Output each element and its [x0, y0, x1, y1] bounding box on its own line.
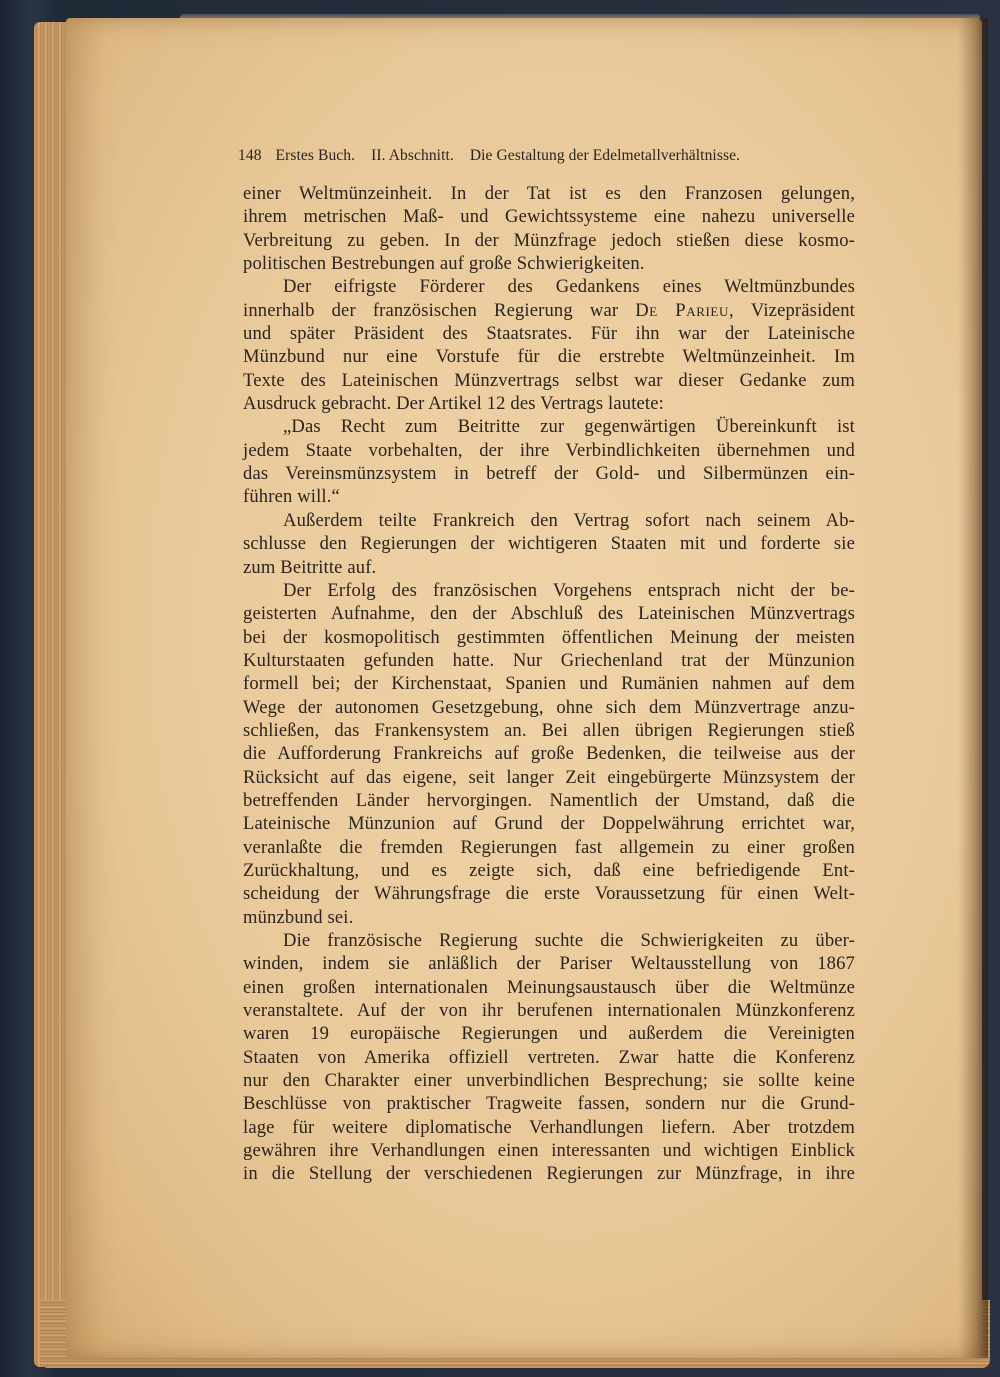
text-line: Staaten von Amerika offiziell vertreten. Zwar hatte die Konferenz [243, 1046, 855, 1068]
text-line: geisterten Aufnahme, den der Abschluß des Lateinischen Münzvertrags [243, 603, 855, 625]
text-line: Beschlüsse von praktischer Tragweite fassen, sondern nur die Grund- [243, 1093, 855, 1115]
text-line: scheidung der Währungsfrage die erste Voraussetzung für einen Welt- [243, 883, 855, 905]
body-text [243, 182, 855, 1186]
text-line: jedem Staate vorbehalten, der ihre Verbindlichkeiten übernehmen und [243, 439, 855, 461]
text-line: gewähren ihre Verhandlungen einen interessanten und wichtigen Einblick [243, 1140, 855, 1162]
page-number: 148 [238, 147, 262, 164]
spine-shadow [958, 18, 988, 1358]
text-line: schlusse den Regierungen der wichtigeren Staaten mit und forderte sie [243, 533, 855, 555]
text-line: bei der kosmopolitisch gestimmten öffentlichen Meinung der meisten [243, 626, 855, 648]
person-name: De Parieu, [635, 299, 735, 321]
text-line: Lateinische Münzunion auf Grund der Doppelwährung errichtet war, [243, 813, 855, 835]
text-line: formell bei; der Kirchenstaat, Spanien und Rumänien nahmen auf dem [243, 673, 855, 695]
text-line: Die französische Regierung suchte die Schwierigkeiten zu über- [283, 930, 855, 951]
text-line: veranlaßte die fremden Regierungen fast allgemein zu einer großen [243, 836, 855, 858]
text-line: veranstaltete. Auf der von ihr berufenen internationalen Münzkonferenz [243, 1000, 855, 1022]
text-line: nur den Charakter einer unverbindlichen Besprechung; sie sollte keine [243, 1070, 855, 1092]
text-line: waren 19 europäische Regierungen und außerdem die Vereinigten [243, 1023, 855, 1045]
text-line: die Aufforderung Frankreichs auf große Bedenken, die teilweise aus der [243, 743, 855, 765]
text-line: Vizepräsident [750, 299, 855, 321]
text-line: zum Beitritte auf. [243, 556, 377, 578]
text-line: schließen, das Frankensystem an. Bei allen übrigen Regierungen stieß [243, 719, 855, 741]
header-section: II. Abschnitt. [371, 147, 454, 164]
text-line: einer Weltmünzeinheit. In der Tat ist es den Franzosen gelungen, [243, 183, 855, 204]
text-line: Ausdruck gebracht. Der Artikel 12 des Vertrags lautete: [243, 393, 664, 415]
text-line: ihrem metrischen Maß- und Gewichtssysteme eine nahezu universelle [243, 206, 855, 228]
text-line: in die Stellung der verschiedenen Regierungen zur Münzfrage, in ihre [243, 1163, 855, 1185]
text-line: lage für weitere diplomatische Verhandlungen liefern. Aber trotzdem [243, 1116, 855, 1138]
text-line: Der Erfolg des französischen Vorgehens entsprach nicht der be- [283, 579, 855, 601]
text-line: führen will.“ [243, 486, 340, 508]
text-line: Außerdem teilte Frankreich den Vertrag sofort nach seinem Ab- [283, 509, 855, 531]
text-line: Münzbund nur eine Vorstufe für die erstrebte Weltmünzeinheit. Im [243, 346, 855, 368]
text-line: „Das Recht zum Beitritte zur gegenwärtigen Übereinkunft ist [283, 416, 855, 438]
header-chapter-title: Die Gestaltung der Edelmetallverhältnisse. [469, 147, 741, 164]
text-line: Texte des Lateinischen Münzvertrags selbst war dieser Gedanke zum [243, 369, 855, 391]
text-line: das Vereinsmünzsystem in betreff der Gold- und Silbermünzen ein- [243, 463, 855, 485]
text-line: Der eifrigste Förderer des Gedankens eines Weltmünzbundes [283, 276, 855, 298]
header-book: Erstes Buch. [275, 147, 356, 164]
text-line: Kulturstaaten gefunden hatte. Nur Griechenland trat der Münzunion [243, 649, 855, 671]
text-line: Wege der autonomen Gesetzgebung, ohne sich dem Münzvertrage anzu- [243, 696, 855, 718]
text-line: münzbund sei. [243, 906, 354, 928]
text-line: betreffenden Länder hervorgingen. Namentlich der Umstand, daß die [243, 789, 855, 811]
running-header [238, 147, 858, 165]
text-line: Rücksicht auf das eigene, seit langer Zeit eingebürgerte Münzsystem der [243, 766, 855, 788]
text-line-with-name [243, 299, 855, 322]
text-line: politischen Bestrebungen auf große Schwierigkeiten. [243, 253, 645, 275]
text-line: einen großen internationalen Meinungsaustausch über die Weltmünze [243, 976, 855, 998]
text-line: winden, indem sie anläßlich der Pariser Weltausstellung von 1867 [243, 953, 855, 975]
text-line: Zurückhaltung, und es zeigte sich, daß eine befriedigende Ent- [243, 859, 855, 881]
text-line: und später Präsident des Staatsrates. Für ihn war der Lateinische [243, 323, 855, 345]
text-line: Verbreitung zu geben. In der Münzfrage jedoch stießen diese kosmo- [243, 229, 855, 251]
text-line: innerhalb der französischen Regierung war [243, 299, 619, 321]
